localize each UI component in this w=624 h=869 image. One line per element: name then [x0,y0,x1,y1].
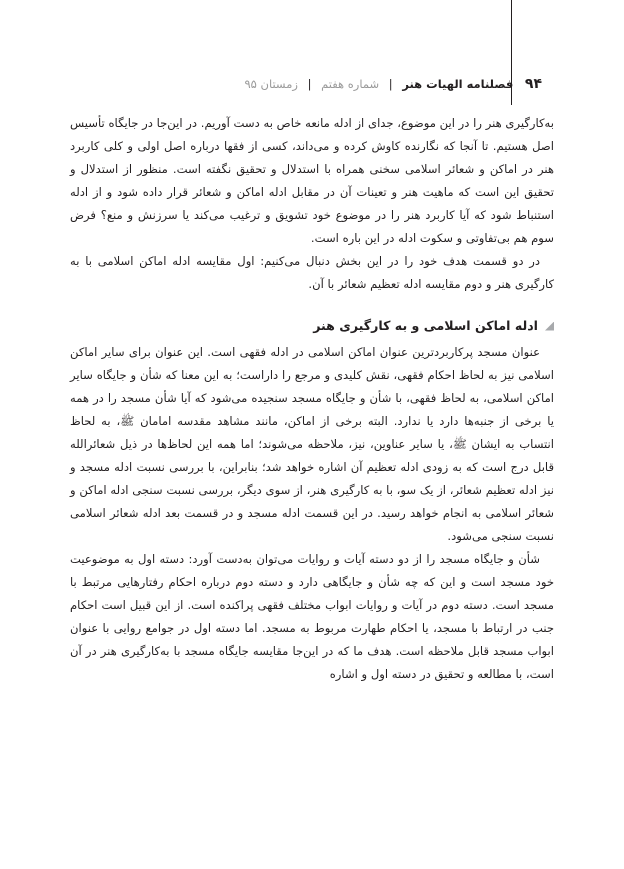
paragraph: شأن و جایگاه مسجد را از دو دسته آیات و روایات می‌توان به‌دست آورد: دسته اول به موضوعیت خود مسجد است و این که چه شأن و جایگاهی دارد و دسته دوم درباره احکام رفتارهایی مرتبط با مسجد است. دسته دوم در آیات و روایات ابواب مختلف فقهی پراکنده است. از این قبیل است احکام جنب در ارتباط با مسجد، یا احکام طهارت مربوط به مسجد. اما دسته اول در جوامع روایی با عنوان ابواب مسجد قابل ملاحظه است. هدف ما که در این‌جا مقایسه جایگاه مسجد با به‌کارگیری هنر در آن است، با مطالعه و تحقیق در دسته اول و اشاره [70,552,554,681]
header-separator: | [307,77,312,91]
heading-triangle-icon [545,322,554,331]
body-text [70,112,554,686]
paragraph: عنوان مسجد پرکاربردترین عنوان اماکن اسلامی در ادله فقهی است. این عنوان برای سایر اماکن اسلامی نیز به لحاظ احکام فقهی، نقش کلیدی و مرجع را داراست؛ به این معنا که شأن و جایگاه سایر اماکن اسلامی، به لحاظ فقهی، با شأن و جایگاه مسجد سنجیده می‌شود که آیا شأن مسجد را در همه یا برخی از جنبه‌ها دارد یا ندارد. البته برخی از اماکن، مانند مشاهد مقدسه امامان ﷺ، به لحاظ انتساب به ایشان ﷺ، یا سایر عناوین، نیز، ملاحظه می‌شوند؛ اما همه این لحاظ‌ها در ذیل شعائرالله قابل درج است که به زودی ادله تعظیم آن اشاره خواهد شد؛ بنابراین، با بررسی نسبت ادله مسجد و نیز ادله تعظیم شعائر، از یک سو، با به کارگیری هنر، از سوی دیگر، بررسی نسبت سنجی ادله اماکن و شعائر اسلامی به انجام خواهد رسید. در این قسمت ادله مسجد و در قسمت بعد ادله شعائر اسلامی نسبت سنجی می‌شود. [70,345,554,543]
paragraph: در دو قسمت هدف خود را در این بخش دنبال می‌کنیم: اول مقایسه ادله اماکن اسلامی با به کارگیری هنر و دوم مقایسه ادله تعظیم شعائر با آن. [70,254,554,291]
running-header [244,76,542,92]
issue-number: شماره هفتم [321,77,380,91]
paragraph: به‌کارگیری هنر را در این موضوع، جدای از ادله مانعه خاص به دست آوریم. در این‌جا در جایگاه تأسیس اصل هستیم. تا آنجا که نگارنده کاوش کرده و می‌داند، کسی از فقها درباره اصل اولی و کلی کاربرد هنر در اماکن و شعائر اسلامی سخنی همراه با استدلال و تحقیق نگفته است. منظور از استدلال و تحقیق این است که ماهیت هنر و تعینات آن در مقابل ادله اماکن و شعائر قرار داده شود و از ادله استنباط شود که آیا کاربرد هنر را در موضوع خود تشویق و ترغیب می‌کند یا سرزنش و منع؟ فرض سوم هم بی‌تفاوتی و سکوت ادله در این باره است. [70,116,554,245]
journal-title: فصلنامه الهیات هنر [402,77,514,91]
section-heading-text: ادله اماکن اسلامی و به کارگیری هنر [313,318,538,333]
section-heading [70,315,554,337]
issue-season: زمستان ۹۵ [244,77,298,91]
header-separator: | [388,77,393,91]
page-number: ۹۴ [524,76,542,92]
